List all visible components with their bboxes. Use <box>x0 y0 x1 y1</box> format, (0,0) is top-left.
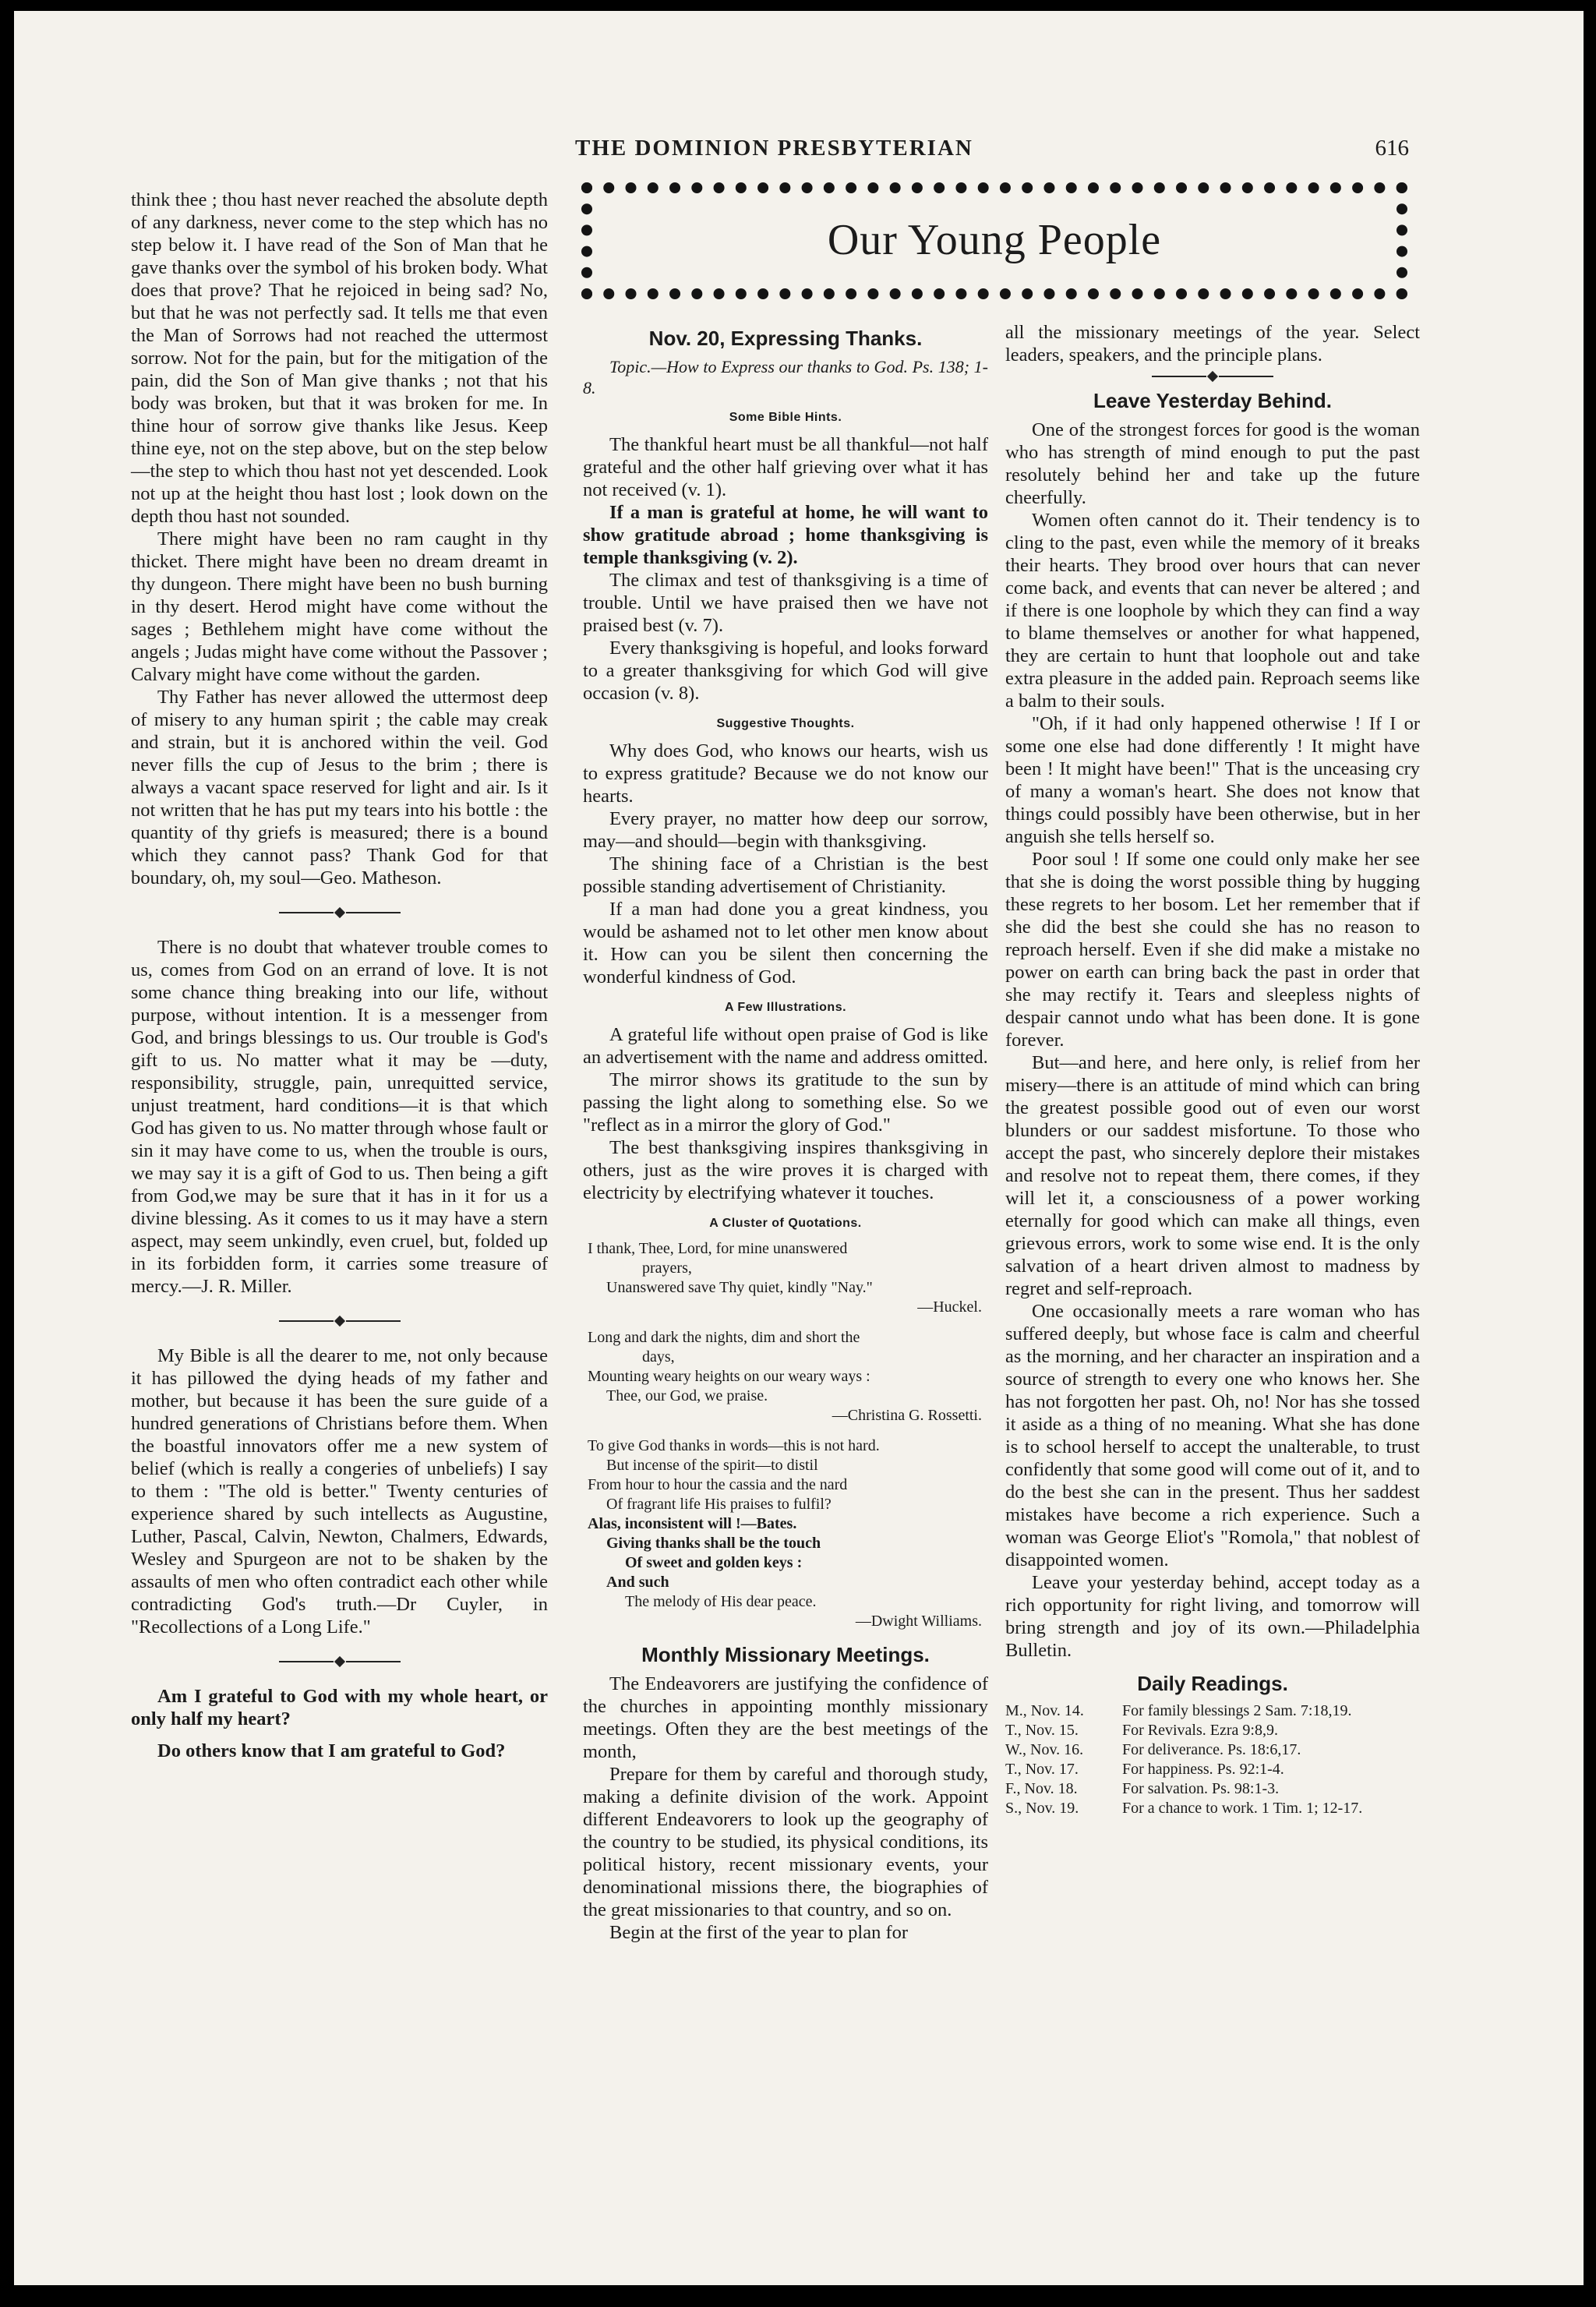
thought-paragraph: Every prayer, no matter how deep our sorrow, may—and should—begin with thanksgiving. <box>583 808 988 852</box>
poem-line: From hour to hour the cassia and the nard <box>588 1476 848 1493</box>
poem-attribution: —Dwight Williams. <box>855 1613 982 1630</box>
poem-line: Mounting weary heights on our weary ways : <box>588 1368 870 1385</box>
article-paragraph: Poor soul ! If some one could only make her see that she is doing the worst possible thing by hugging these regrets to her bosom. Let her remember that if she did the best she could she has no reason to reproach herself. Even if she did make a mistake no power on earth can bring back the past in order that she may rectify it. Tears and sleepless nights of despair cannot undo what has been done. It is gone forever. <box>1005 849 1420 1051</box>
section-banner <box>581 182 1407 299</box>
poem-line: I thank, Thee, Lord, for mine unanswered <box>588 1240 848 1257</box>
article-paragraph: Leave your yesterday behind, accept today as a rich opportunity for right living, and tomorrow will bring strength and joy of its own.—Philadelphia Bulletin. <box>1005 1572 1420 1661</box>
poem-line: The melody of His dear peace. <box>625 1593 817 1610</box>
article-paragraph: But—and here, and here only, is relief from her misery—there is an attitude of mind which can bring the greatest possible good out of even our worst blunders or our saddest misfortune. To those who accept the past, who sincerely deplore their mistakes and resolve not to repeat them, there comes, if they will let it, a consciousness of a power working eternally for good which can make all things, even grievous errors, work to some wise end. It is the only salvation of a heart driven almost to madness by regret and self-reproach. <box>1005 1052 1420 1299</box>
reading-row <box>1005 1799 1420 1818</box>
illustration-paragraph: The mirror shows its gratitude to the sun by passing the light along to something else. So we "reflect as in a mirror the glory of God." <box>583 1069 988 1136</box>
article-paragraph: think thee ; thou hast never reached the absolute depth of any darkness, never come to the step which has no step below it. I have read of the Son of Man that he gave thanks over the symbol of his broken body. What does that prove? That he rejoiced in being sad? No, but that he was not perfectly sad. It tells me that even the Man of Sorrows had not reached the uttermost sorrow. Not for the pain, but for the mitigation of the pain, did the Son of Man give thanks ; not that his body was broken, but that it was broken for me. In thine hour of sorrow give thanks like Jesus. Keep thine eye, not on the step above, but on the step below—the step to which thou hast not yet descended. Look not up at the height thou hast lost ; look down on the depth thou hast not sounded. <box>131 189 548 527</box>
article-heading: Leave Yesterday Behind. <box>1093 389 1332 412</box>
missionary-paragraph: Begin at the first of the year to plan for <box>609 1922 909 1943</box>
daily-readings-list <box>1005 1701 1420 1818</box>
newspaper-page <box>14 11 1584 2285</box>
reading-text: For family blessings 2 Sam. 7:18,19. <box>1122 1702 1352 1719</box>
column-left <box>131 189 548 1762</box>
poem-line: days, <box>642 1348 675 1365</box>
reading-day: F., Nov. 18. <box>1005 1780 1078 1797</box>
reading-day: T., Nov. 17. <box>1005 1761 1079 1778</box>
reading-row <box>1005 1760 1420 1779</box>
article-paragraph: One occasionally meets a rare woman who has suffered deeply, but whose face is calm and cheerful as the morning, and her character an inspiration and a source of strength to every one who knows her. She has not forgotten her past. Oh, no! Nor has she tossed it aside as a thing of no meaning. What she has done is to school herself to accept the unalterable, to trust confidently that some good will come out of it, and to do the best she can in the present. Thus her saddest mistakes have become a rich experience. Such a woman was George Eliot's "Romola," that noblest of disappointed women. <box>1005 1301 1420 1570</box>
quotation-bates-williams <box>588 1436 988 1631</box>
reading-text: For salvation. Ps. 98:1-3. <box>1122 1780 1280 1797</box>
poem-line: To give God thanks in words—this is not hard. <box>588 1437 880 1454</box>
page-header <box>560 136 1417 167</box>
article-paragraph: "Oh, if it had only happened otherwise ! If I or some one else had done differently ! It might have been ! It might have been!" That is the unceasing cry of many a woman's heart. She does not know that things could possibly have been otherwise, but in her anguish she tells herself so. <box>1005 713 1420 847</box>
page-number: 616 <box>1375 136 1409 161</box>
thought-paragraph: If a man had done you a great kindness, you would be ashamed not to let other men know about it. How can you be silent then concerning the wonderful kindness of God. <box>583 899 988 987</box>
column-right <box>1005 321 1420 1818</box>
poem-line: Of sweet and golden keys : <box>625 1554 803 1571</box>
hint-paragraph: The climax and test of thanksgiving is a time of trouble. Until we have praised then we have not praised best (v. 7). <box>583 570 988 636</box>
hint-paragraph: Every thanksgiving is hopeful, and looks forward to a greater thanksgiving for which God will give occasion (v. 8). <box>583 638 988 704</box>
section-divider <box>1005 369 1420 383</box>
quotation-rossetti <box>588 1328 988 1426</box>
poem-line: Unanswered save Thy quiet, kindly "Nay." <box>606 1279 873 1296</box>
poem-line: And such <box>606 1574 669 1591</box>
poem-line: Giving thanks shall be the touch <box>606 1535 821 1552</box>
article-paragraph: One of the strongest forces for good is the woman who has strength of mind enough to put the past resolutely behind her and take up the future cheerfully. <box>1005 419 1420 508</box>
hint-paragraph: If a man is grateful at home, he will want to show gratitude abroad ; home thanksgiving is temple thanksgiving (v. 2). <box>583 502 988 568</box>
question-paragraph: Do others know that I am grateful to God? <box>157 1740 506 1761</box>
article-paragraph: Thy Father has never allowed the uttermost deep of misery to any human spirit ; the cable may creak and strain, but it is anchored within the veil. God never fills the cup of Jesus to the brim ; there is always a vacant space reserved for light and air. Is it not written that he has put my tears into his bottle : the quantity of thy griefs is measured; there is a bound which they cannot pass? Thank God for that boundary, oh, my soul—Geo. Matheson. <box>131 687 548 889</box>
lesson-heading: Nov. 20, Expressing Thanks. <box>648 327 923 350</box>
reading-day: S., Nov. 19. <box>1005 1800 1079 1817</box>
reading-row <box>1005 1779 1420 1799</box>
continuation-paragraph: all the missionary meetings of the year. Select leaders, speakers, and the principle plans. <box>1005 322 1420 366</box>
missionary-heading: Monthly Missionary Meetings. <box>641 1643 930 1666</box>
running-title: THE DOMINION PRESBYTERIAN <box>575 136 973 161</box>
reading-text: For Revivals. Ezra 9:8,9. <box>1122 1722 1278 1739</box>
hint-paragraph: The thankful heart must be all thankful—not half grateful and the other half grieving over what it has not received (v. 1). <box>583 434 988 500</box>
thought-paragraph: Why does God, who knows our hearts, wish us to express gratitude? Because we do not know our hearts. <box>583 740 988 807</box>
article-paragraph: My Bible is all the dearer to me, not only because it has pillowed the dying heads of my father and mother, but because it has been the sure guide of a hundred generations of Christians before them. When the boastful innovators offer me a new system of belief (which is really a congeries of unbeliefs) I say to them : "The old is better." Twenty centuries of experience shared by such intellects as Augustine, Luther, Pascal, Calvin, Newton, Chalmers, Edwards, Wesley and Spurgeon are not to be shaken by the assaults of men who often contradict each other while contradicting God's truth.—Dr Cuyler, in "Recollections of a Long Life." <box>131 1345 548 1638</box>
reading-day: M., Nov. 14. <box>1005 1702 1084 1719</box>
reading-text: For happiness. Ps. 92:1-4. <box>1122 1761 1284 1778</box>
column-middle <box>583 321 988 1944</box>
question-paragraph: Am I grateful to God with my whole heart, or only half my heart? <box>131 1686 548 1729</box>
subheading-suggestive-thoughts: Suggestive Thoughts. <box>716 717 855 730</box>
section-title: Our Young People <box>827 216 1162 264</box>
article-paragraph: Women often cannot do it. Their tendency is to cling to the past, even while the memory of it breaks their hearts. They brood over hours that can never come back, and events that can never be altered ; and if there is one loophole by which they can find a way to blame themselves or another for what happened, they are certain to hunt that loophole out and take extra pleasure in the added pain. Reproach seems like a balm to their souls. <box>1005 510 1420 712</box>
missionary-paragraph: The Endeavorers are justifying the confidence of the churches in appointing monthly missionary meetings. Often they are the best meetings of the month, <box>583 1673 988 1762</box>
section-divider <box>131 899 548 927</box>
poem-line: Thee, our God, we praise. <box>606 1387 768 1404</box>
poem-line: But incense of the spirit—to distil <box>606 1457 818 1474</box>
thought-paragraph: The shining face of a Christian is the best possible standing advertisement of Christianity. <box>583 853 988 897</box>
article-paragraph: There might have been no ram caught in thy thicket. There might have been no dream dreamt in thy dungeon. There might have been no bush burning in thy desert. Herod might have come without the sages ; Bethlehem might have come without the angels ; Judas might have come without the Passover ; Calvary might have come without the garden. <box>131 528 548 685</box>
poem-attribution: —Christina G. Rossetti. <box>832 1407 982 1424</box>
subheading-bible-hints: Some Bible Hints. <box>729 411 842 424</box>
section-divider <box>131 1307 548 1335</box>
poem-line: prayers, <box>642 1259 692 1277</box>
poem-line: Long and dark the nights, dim and short the <box>588 1329 860 1346</box>
article-paragraph: There is no doubt that whatever trouble comes to us, comes from God on an errand of love. It is not some chance thing breaking into our life, without purpose, without intention. It is a messenger from God, and brings blessings to us. Our trouble is God's gift to us. No matter what it may be —duty, responsibility, struggle, pain, unrequitted service, unjust treatment, hard conditions—it is that which God has given to us. No matter through whose fault or sin it may have come to us, when the trouble is ours, we may say it is a gift of God to us. Then being a gift from God,we may be sure that it has in it for us a divine blessing. As it comes to us it may have a stern aspect, may seem unkindly, even cruel, but, folded up in its forbidden form, it carries some treasure of mercy.—J. R. Miller. <box>131 937 548 1297</box>
missionary-paragraph: Prepare for them by careful and thorough study, making a definite division of the work. Appoint different Endeavorers to look up the geography of the country to be studied, its physical conditions, its political history, recent missionary events, your denominational missions there, the biographies of the great missionaries to that country, and so on. <box>583 1764 988 1920</box>
section-divider <box>131 1648 548 1676</box>
reading-row <box>1005 1721 1420 1740</box>
subheading-quotations: A Cluster of Quotations. <box>709 1217 862 1230</box>
reading-day: T., Nov. 15. <box>1005 1722 1079 1739</box>
illustration-paragraph: A grateful life without open praise of God is like an advertisement with the name and address omitted. <box>583 1024 988 1068</box>
lesson-topic: Topic.—How to Express our thanks to God. Ps. 138; 1-8. <box>583 357 988 397</box>
poem-line: Alas, inconsistent will !—Bates. <box>588 1515 797 1532</box>
quotation-huckel <box>588 1239 988 1317</box>
reading-day: W., Nov. 16. <box>1005 1741 1084 1758</box>
reading-text: For a chance to work. 1 Tim. 1; 12-17. <box>1122 1800 1363 1817</box>
reading-row <box>1005 1740 1420 1760</box>
subheading-illustrations: A Few Illustrations. <box>724 1001 847 1014</box>
poem-attribution: —Huckel. <box>917 1298 982 1316</box>
readings-heading: Daily Readings. <box>1137 1672 1288 1695</box>
illustration-paragraph: The best thanksgiving inspires thanksgiving in others, just as the wire proves it is charged with electricity by electrifying whatever it touches. <box>583 1137 988 1203</box>
reading-text: For deliverance. Ps. 18:6,17. <box>1122 1741 1301 1758</box>
poem-line: Of fragrant life His praises to fulfil? <box>606 1496 832 1513</box>
reading-row <box>1005 1701 1420 1721</box>
